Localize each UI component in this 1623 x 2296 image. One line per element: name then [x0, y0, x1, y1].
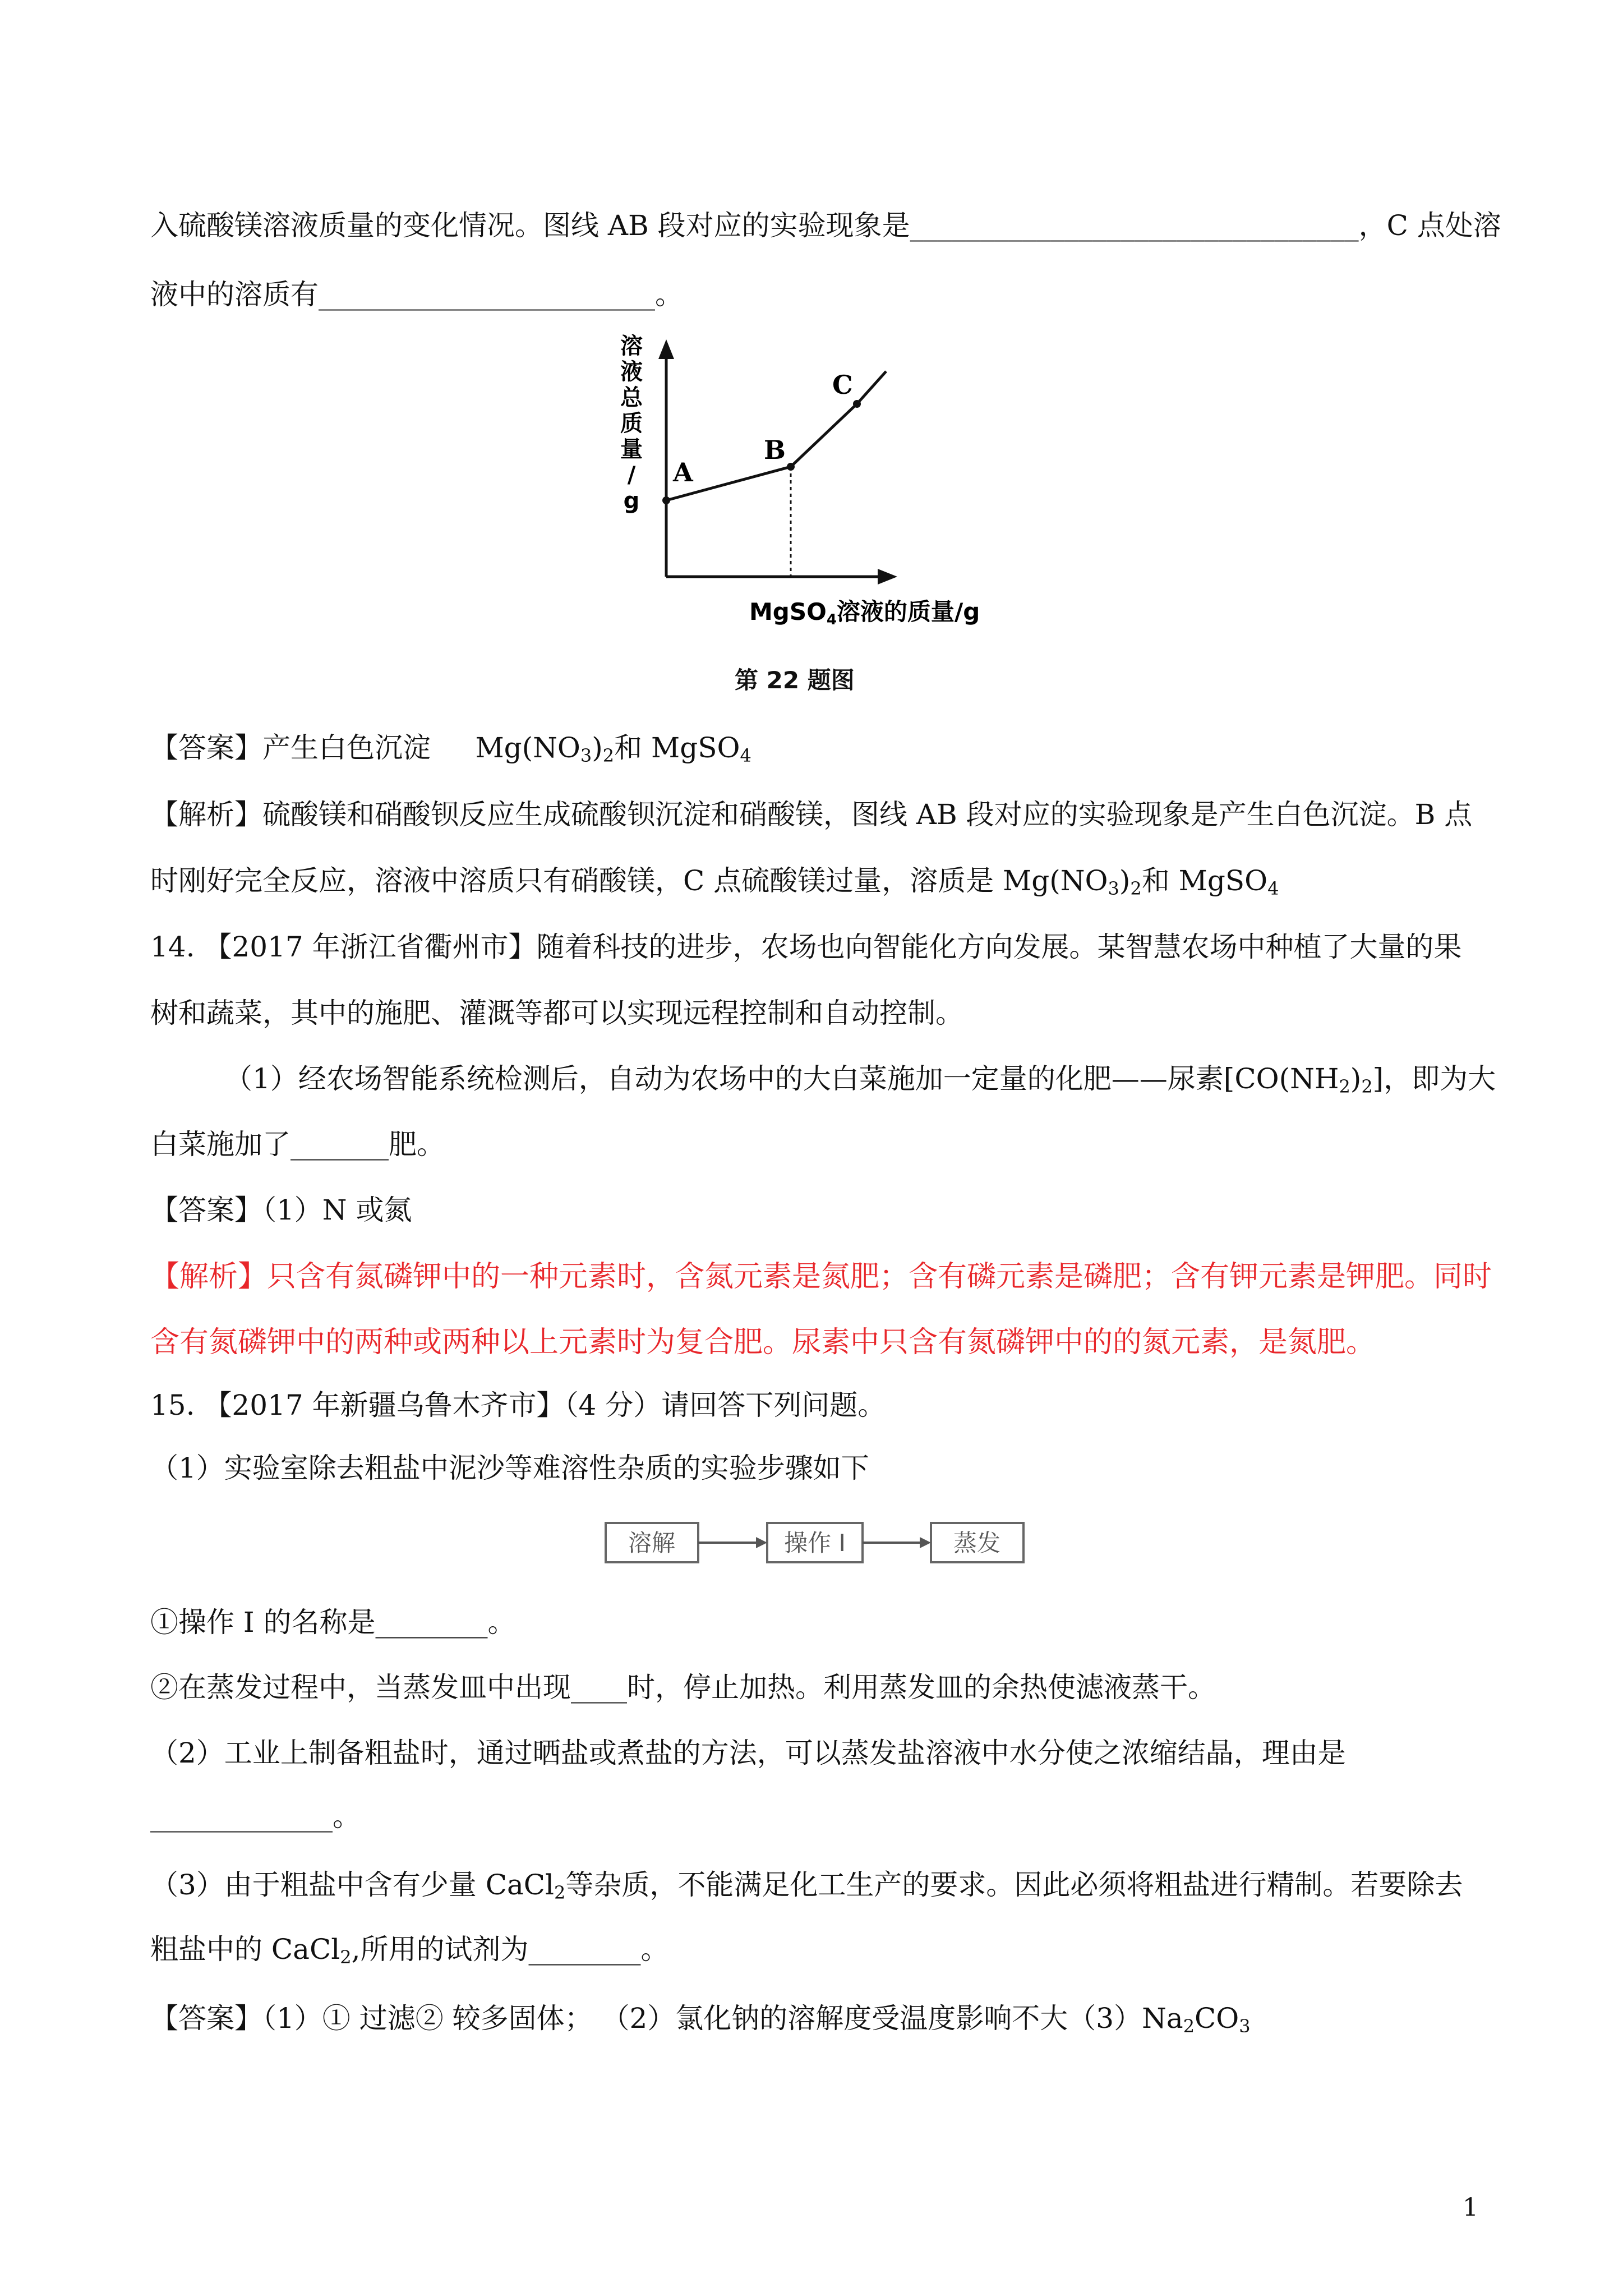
y-axis-label-glyph: 溶: [620, 333, 643, 359]
x-axis-arrow: [878, 569, 897, 585]
q15-line-6: _____________。: [150, 1800, 361, 1833]
mass-graph: [594, 333, 980, 651]
point-c-label: C: [832, 370, 853, 400]
q15-line-5: （2）工业上制备粗盐时，通过晒盐或煮盐的方法，可以蒸发盐溶液中水分使之浓缩结晶，理由是: [150, 1737, 1346, 1769]
q15-line-1: 15. 【2017 年新疆乌鲁木齐市】（4 分）请回答下列问题。: [150, 1389, 886, 1421]
q14-answer: 【答案】（1）N 或氮: [150, 1194, 412, 1226]
flow-arrowhead-1: [756, 1537, 767, 1548]
q13-answer: 【答案】产生白色沉淀 $Mg(NO_3)_2$和 MgSO$_4$: [150, 731, 751, 766]
process-flow: [600, 1509, 1032, 1571]
q15-line-3: ①操作 I 的名称是________。: [150, 1606, 516, 1639]
q13-analysis-line-2: 时刚好完全反应，溶液中溶质只有硝酸镁，C 点硫酸镁过量，溶质是 $Mg(NO_3)_2$和 MgSO$_4$: [150, 864, 1279, 899]
y-axis-label-glyph: g: [623, 488, 640, 514]
flow-label-operation: 操作 I: [784, 1529, 846, 1557]
q13-analysis-line-1: 【解析】硫酸镁和硝酸钡反应生成硫酸钡沉淀和硝酸镁，图线 AB 段对应的实验现象是产生白色沉淀。B 点: [150, 798, 1473, 831]
q15-line-2: （1）实验室除去粗盐中泥沙等难溶性杂质的实验步骤如下: [150, 1452, 869, 1484]
y-axis-label-glyph: 液: [620, 359, 643, 385]
q14-line-1: 14. 【2017 年浙江省衢州市】随着科技的进步，农场也向智能化方向发展。某智慧农场中种植了大量的果: [150, 931, 1462, 963]
flow-arrowhead-2: [920, 1537, 931, 1548]
flow-label-evaporate: 蒸发: [953, 1529, 1001, 1557]
answer-label: 【答案】: [150, 731, 262, 764]
q14-line-2: 树和蔬菜，其中的施肥、灌溉等都可以实现远程控制和自动控制。: [150, 997, 963, 1029]
figure-caption: 第 22 题图: [735, 666, 855, 694]
q14-analysis-line-2: 含有氮磷钾中的两种或两种以上元素时为复合肥。尿素中只含有氮磷钾中的的氮元素，是氮肥。: [150, 1326, 1376, 1359]
point-b-label: B: [764, 435, 786, 465]
y-axis-label-glyph: /: [627, 462, 636, 488]
q13-line-2: 液中的溶质有________________________。: [150, 278, 683, 311]
q14-line-3: （1）经农场智能系统检测后，自动为农场中的大白菜施加一定量的化肥——尿素$[CO(NH_2)_2]$，即为大: [224, 1062, 1496, 1097]
y-axis-label-glyph: 总: [620, 385, 643, 411]
q14-line-4: 白菜施加了_______肥。: [150, 1128, 445, 1161]
y-axis-label-glyph: 量: [620, 436, 643, 462]
flow-label-dissolve: 溶解: [628, 1529, 676, 1557]
y-axis-arrow: [658, 339, 674, 359]
point-b-marker: [787, 463, 795, 471]
point-a-marker: [662, 496, 670, 504]
y-axis-label-glyph: 质: [620, 411, 643, 436]
q15-line-7: （3）由于粗盐中含有少量 CaCl$_2$等杂质，不能满足化工生产的要求。因此必须将粗盐进行精制。若要除去: [150, 1869, 1463, 1903]
y-axis-label: [620, 333, 643, 514]
page-number: 1: [1463, 2193, 1478, 2222]
q15-answer: 【答案】（1）① 过滤② 较多固体； （2）氯化钠的溶解度受温度影响不大$(3)Na_2CO_3$: [150, 2002, 1251, 2037]
q13-line-1: 入硫酸镁溶液质量的变化情况。图线 AB 段对应的实验现象是________________________________，C 点处溶: [150, 209, 1501, 242]
x-axis-label: MgSO4溶液的质量/g: [749, 598, 980, 628]
point-c-marker: [853, 400, 861, 408]
point-a-label: A: [673, 457, 693, 487]
q15-line-8: 粗盐中的 CaCl$_2$,所用的试剂为________。: [150, 1933, 669, 1968]
q14-analysis-line-1: 【解析】只含有氮磷钾中的一种元素时，含氮元素是氮肥；含有磷元素是磷肥；含有钾元素是钾肥。同时: [150, 1260, 1492, 1294]
q15-line-4: ②在蒸发过程中，当蒸发皿中出现____时，停止加热。利用蒸发皿的余热使滤液蒸干。: [150, 1671, 1216, 1704]
